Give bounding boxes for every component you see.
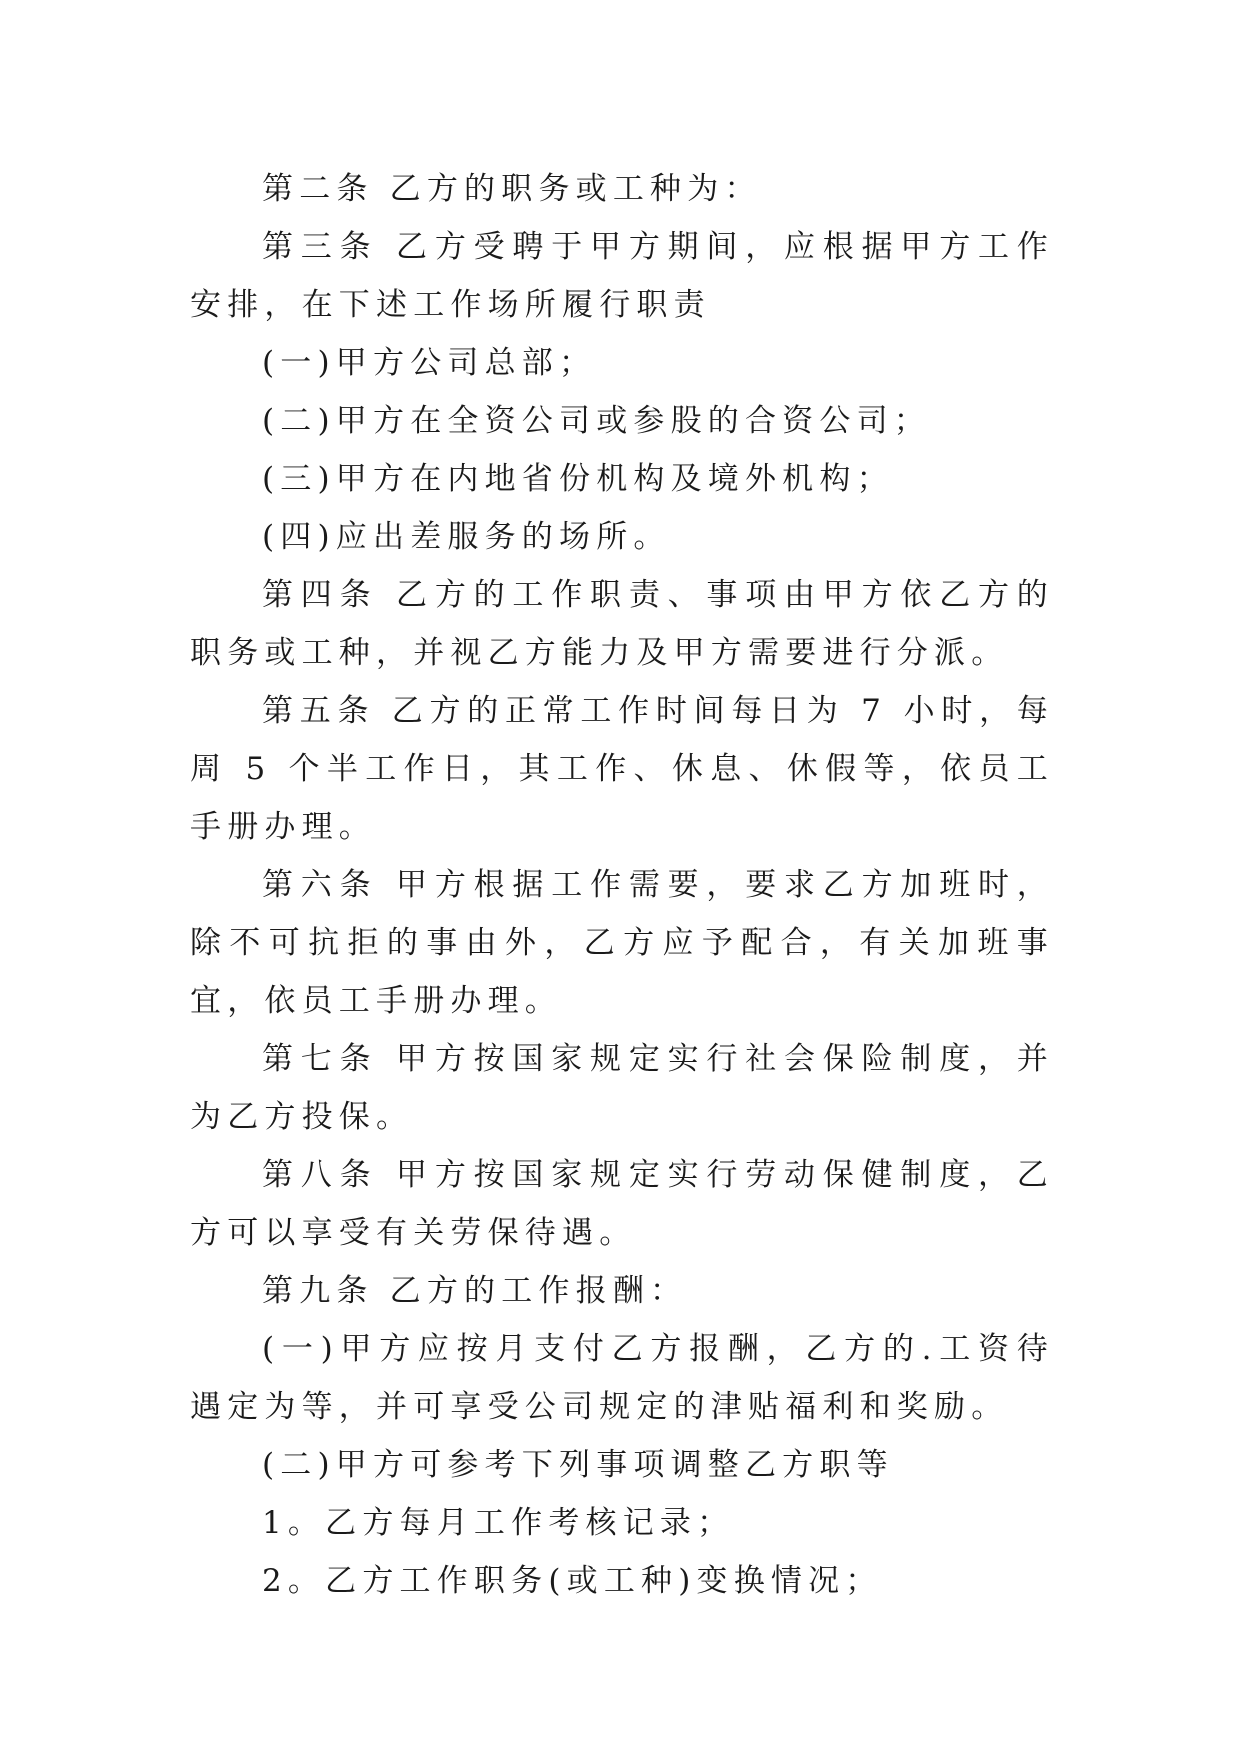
paragraph-item-3: (三)甲方在内地省份机构及境外机构； (262, 461, 894, 497)
paragraph-pay-item-1: (一)甲方应按月支付乙方报酬，乙方的.工资待遇定为等，并可享受公司规定的津贴福利和奖励。 (190, 1331, 1054, 1425)
paragraph-article-7: 第七条 甲方按国家规定实行社会保险制度，并为乙方投保。 (190, 1041, 1054, 1135)
paragraph-article-3: 第三条 乙方受聘于甲方期间，应根据甲方工作安排，在下述工作场所履行职责 (190, 229, 1054, 323)
document-body (190, 160, 1054, 1610)
paragraph-article-2: 第二条 乙方的职务或工种为： (262, 171, 762, 207)
paragraph-item-2: (二)甲方在全资公司或参股的合资公司； (262, 403, 931, 439)
paragraph-subitem-2: 2。乙方工作职务(或工种)变换情况； (262, 1563, 883, 1599)
paragraph-article-6: 第六条 甲方根据工作需要，要求乙方加班时，除不可抗拒的事由外，乙方应予配合，有关加班事宜，依员工手册办理。 (190, 867, 1054, 1019)
paragraph-article-9: 第九条 乙方的工作报酬： (262, 1273, 688, 1309)
paragraph-article-5: 第五条 乙方的正常工作时间每日为 7 小时，每周 5 个半工作日，其工作、休息、休假等，依员工手册办理。 (190, 693, 1054, 845)
paragraph-pay-item-2: (二)甲方可参考下列事项调整乙方职等 (262, 1447, 894, 1483)
paragraph-item-4: (四)应出差服务的场所。 (262, 519, 671, 555)
paragraph-subitem-1: 1。乙方每月工作考核记录； (262, 1505, 735, 1541)
paragraph-item-1: (一)甲方公司总部； (262, 345, 597, 381)
paragraph-article-8: 第八条 甲方按国家规定实行劳动保健制度，乙方可以享受有关劳保待遇。 (190, 1157, 1054, 1251)
paragraph-article-4: 第四条 乙方的工作职责、事项由甲方依乙方的职务或工种，并视乙方能力及甲方需要进行分派。 (190, 577, 1054, 671)
